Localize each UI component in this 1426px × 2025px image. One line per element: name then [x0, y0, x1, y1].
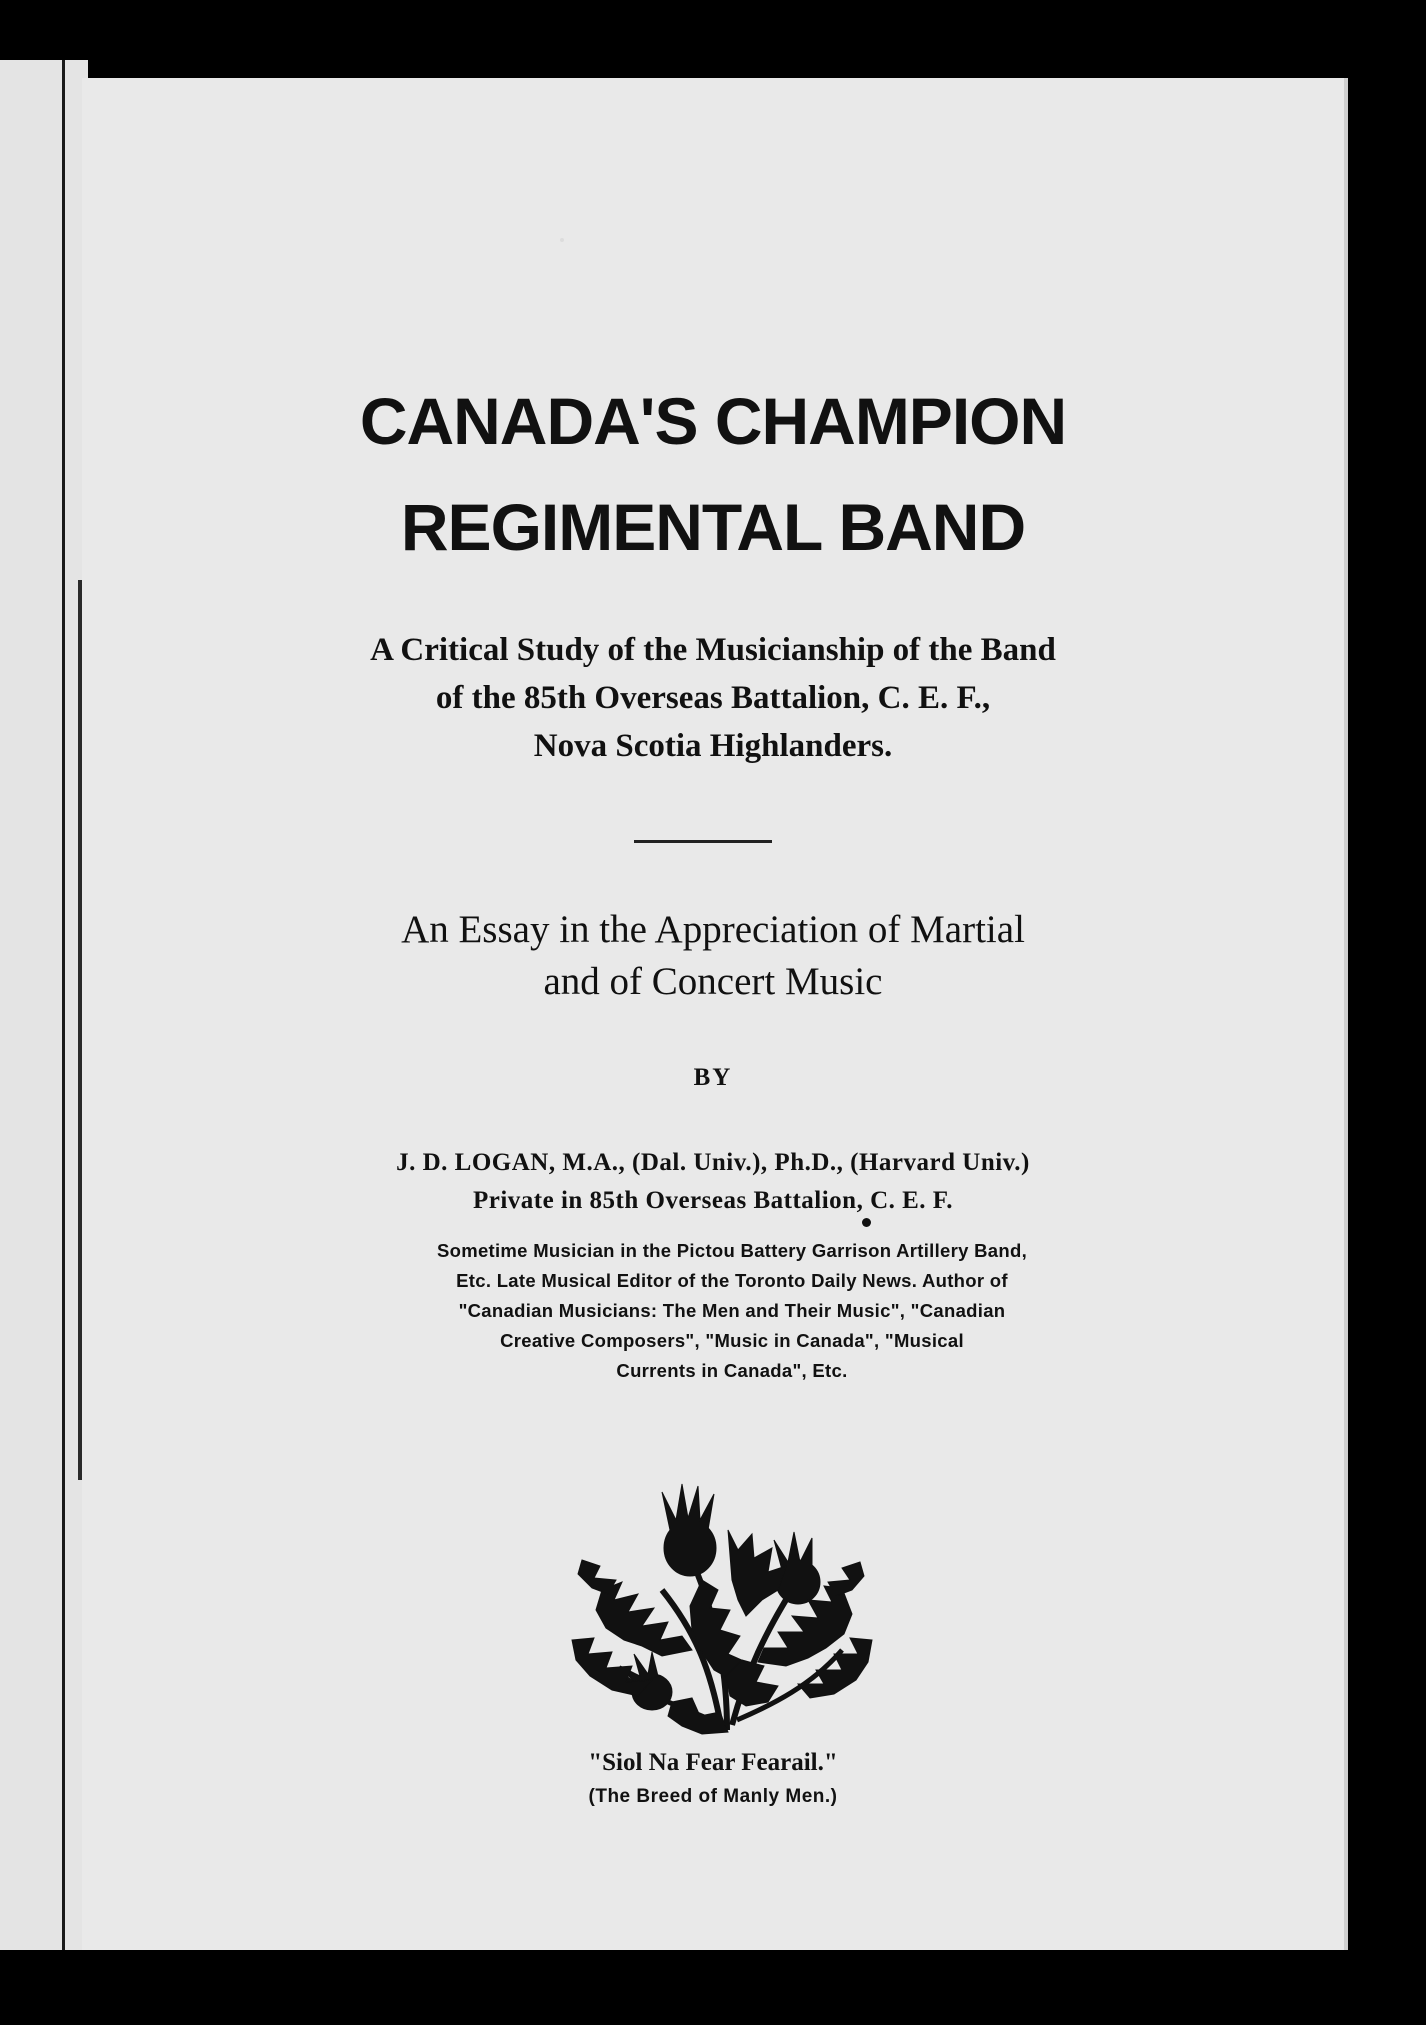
author-block — [82, 1144, 1344, 1220]
title-line-2: REGIMENTAL BAND — [400, 490, 1026, 564]
book-subtitle — [82, 626, 1344, 770]
book-title — [82, 368, 1344, 580]
motto-translation: (The Breed of Manly Men.) — [588, 1786, 838, 1807]
subtitle-line-3: Nova Scotia Highlanders. — [533, 728, 893, 764]
by-line: BY — [693, 1064, 733, 1091]
subtitle-line-1: A Critical Study of the Musicianship of the Band — [370, 632, 1056, 668]
bullet-ornament — [862, 1218, 871, 1227]
credits-line-4: Creative Composers", "Music in Canada", "Musical — [500, 1330, 964, 1351]
previous-page-edge — [0, 60, 88, 1950]
section-divider — [634, 840, 772, 843]
author-credits — [282, 1236, 1182, 1386]
essay-line-1: An Essay in the Appreciation of Martial — [401, 908, 1025, 951]
page-right-edge — [1344, 78, 1348, 1950]
title-line-1: CANADA'S CHAMPION — [359, 384, 1067, 458]
subtitle-line-2: of the 85th Overseas Battalion, C. E. F., — [435, 680, 991, 716]
credits-line-5: Currents in Canada", Etc. — [616, 1360, 848, 1381]
author-rank: Private in 85th Overseas Battalion, C. E. F. — [472, 1187, 954, 1214]
motto-gaelic: "Siol Na Fear Fearail." — [588, 1749, 838, 1776]
page-fold-line — [62, 60, 65, 1950]
credits-line-2: Etc. Late Musical Editor of the Toronto Daily News. Author of — [456, 1270, 1008, 1291]
thistle-icon — [542, 1470, 902, 1740]
essay-description — [82, 904, 1344, 1008]
credits-line-3: "Canadian Musicians: The Men and Their Music", "Canadian — [458, 1300, 1006, 1321]
motto-block — [82, 1746, 1344, 1814]
paper-speck — [560, 238, 564, 242]
title-page — [82, 78, 1344, 1950]
essay-line-2: and of Concert Music — [543, 960, 883, 1003]
author-name: J. D. LOGAN, M.A., (Dal. Univ.), Ph.D., (Harvard Univ.) — [396, 1149, 1030, 1176]
credits-line-1: Sometime Musician in the Pictou Battery Garrison Artillery Band, — [436, 1240, 1028, 1261]
